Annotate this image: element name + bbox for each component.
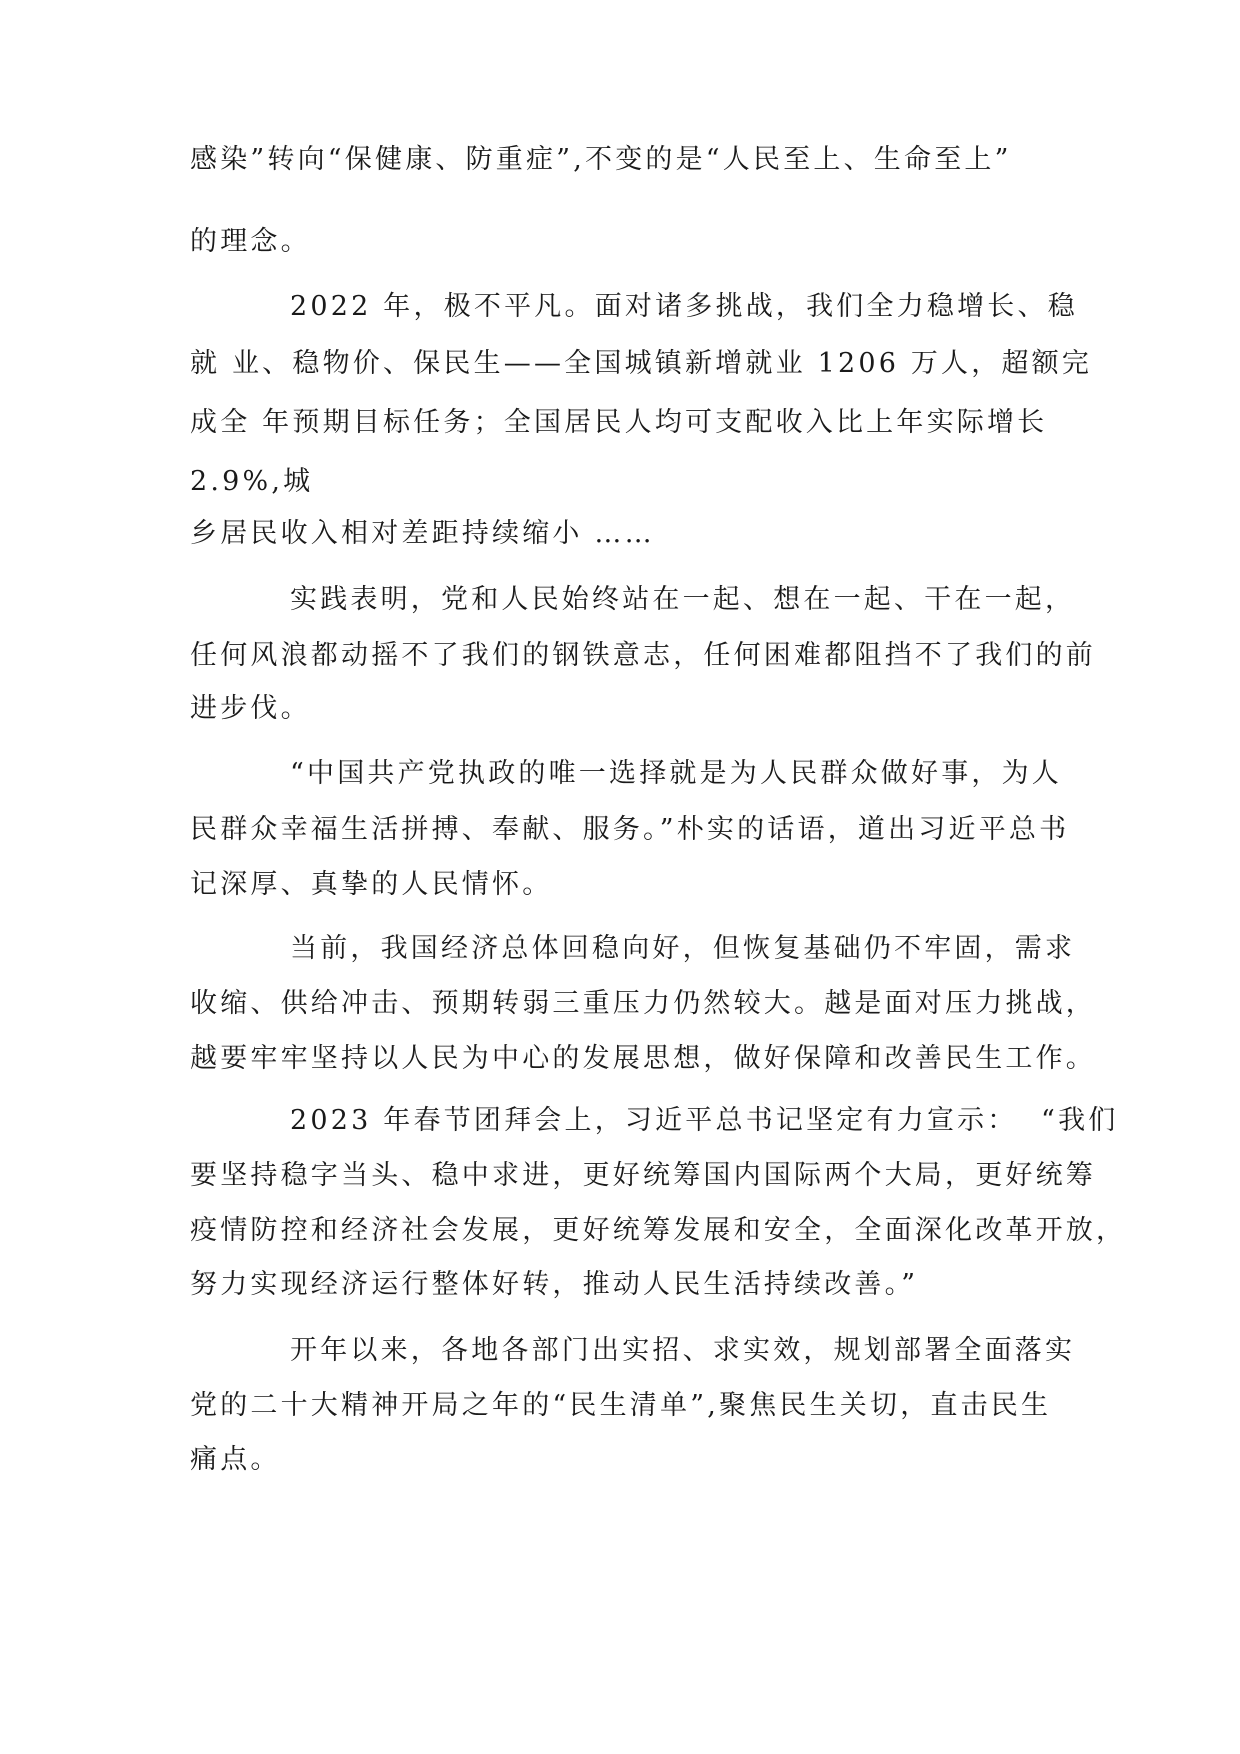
text-line: 痛点。 (190, 1444, 281, 1475)
text-line: 疫情防控和经济社会发展，更好统筹发展和安全，全面深化改革开放， (190, 1215, 1127, 1246)
text-line: 努力实现经济运行整体好转，推动人民生活持续改善。” (190, 1269, 919, 1300)
text-line: 当前，我国经济总体回稳向好，但恢复基础仍不牢固，需求 (290, 933, 1076, 964)
text-line: 越要牢牢坚持以人民为中心的发展思想，做好保障和改善民生工作。 (190, 1043, 1096, 1074)
text-line: 开年以来，各地各部门出实招、求实效，规划部署全面落实 (290, 1335, 1076, 1366)
text-line: 记深厚、真挚的人民情怀。 (190, 869, 553, 900)
text-line: 进步伐。 (190, 693, 311, 724)
text-line: 乡居民收入相对差距持续缩小 …… (190, 518, 655, 549)
text-line: 民群众幸福生活拼搏、奉献、服务。”朴实的话语，道出习近平总书 (190, 814, 1070, 845)
text-line: 感染”转向“保健康、防重症”,不变的是“人民至上、生命至上” (190, 144, 1012, 175)
text-line: 实践表明，党和人民始终站在一起、想在一起、干在一起， (290, 584, 1076, 615)
text-line: “中国共产党执政的唯一选择就是为人民群众做好事，为人 (290, 758, 1063, 789)
text-line: 的理念。 (190, 226, 311, 257)
text-line: 党的二十大精神开局之年的“民生清单”,聚焦民生关切，直击民生 (190, 1390, 1052, 1421)
text-line: 就 业、稳物价、保民生——全国城镇新增就业 1206 万人，超额完 (190, 348, 1093, 379)
text-line: 2022 年，极不平凡。面对诸多挑战，我们全力稳增长、稳 (290, 291, 1078, 322)
text-line: 成全 年预期目标任务；全国居民人均可支配收入比上年实际增长 (190, 407, 1048, 438)
text-line: 2.9%,城 (190, 466, 314, 497)
text-line: 2023 年春节团拜会上，习近平总书记坚定有力宣示： “我们 (290, 1105, 1119, 1136)
text-line: 任何风浪都动摇不了我们的钢铁意志，任何困难都阻挡不了我们的前 (190, 640, 1096, 671)
text-line: 要坚持稳字当头、稳中求进，更好统筹国内国际两个大局，更好统筹 (190, 1160, 1096, 1191)
text-line: 收缩、供给冲击、预期转弱三重压力仍然较大。越是面对压力挑战， (190, 988, 1096, 1019)
